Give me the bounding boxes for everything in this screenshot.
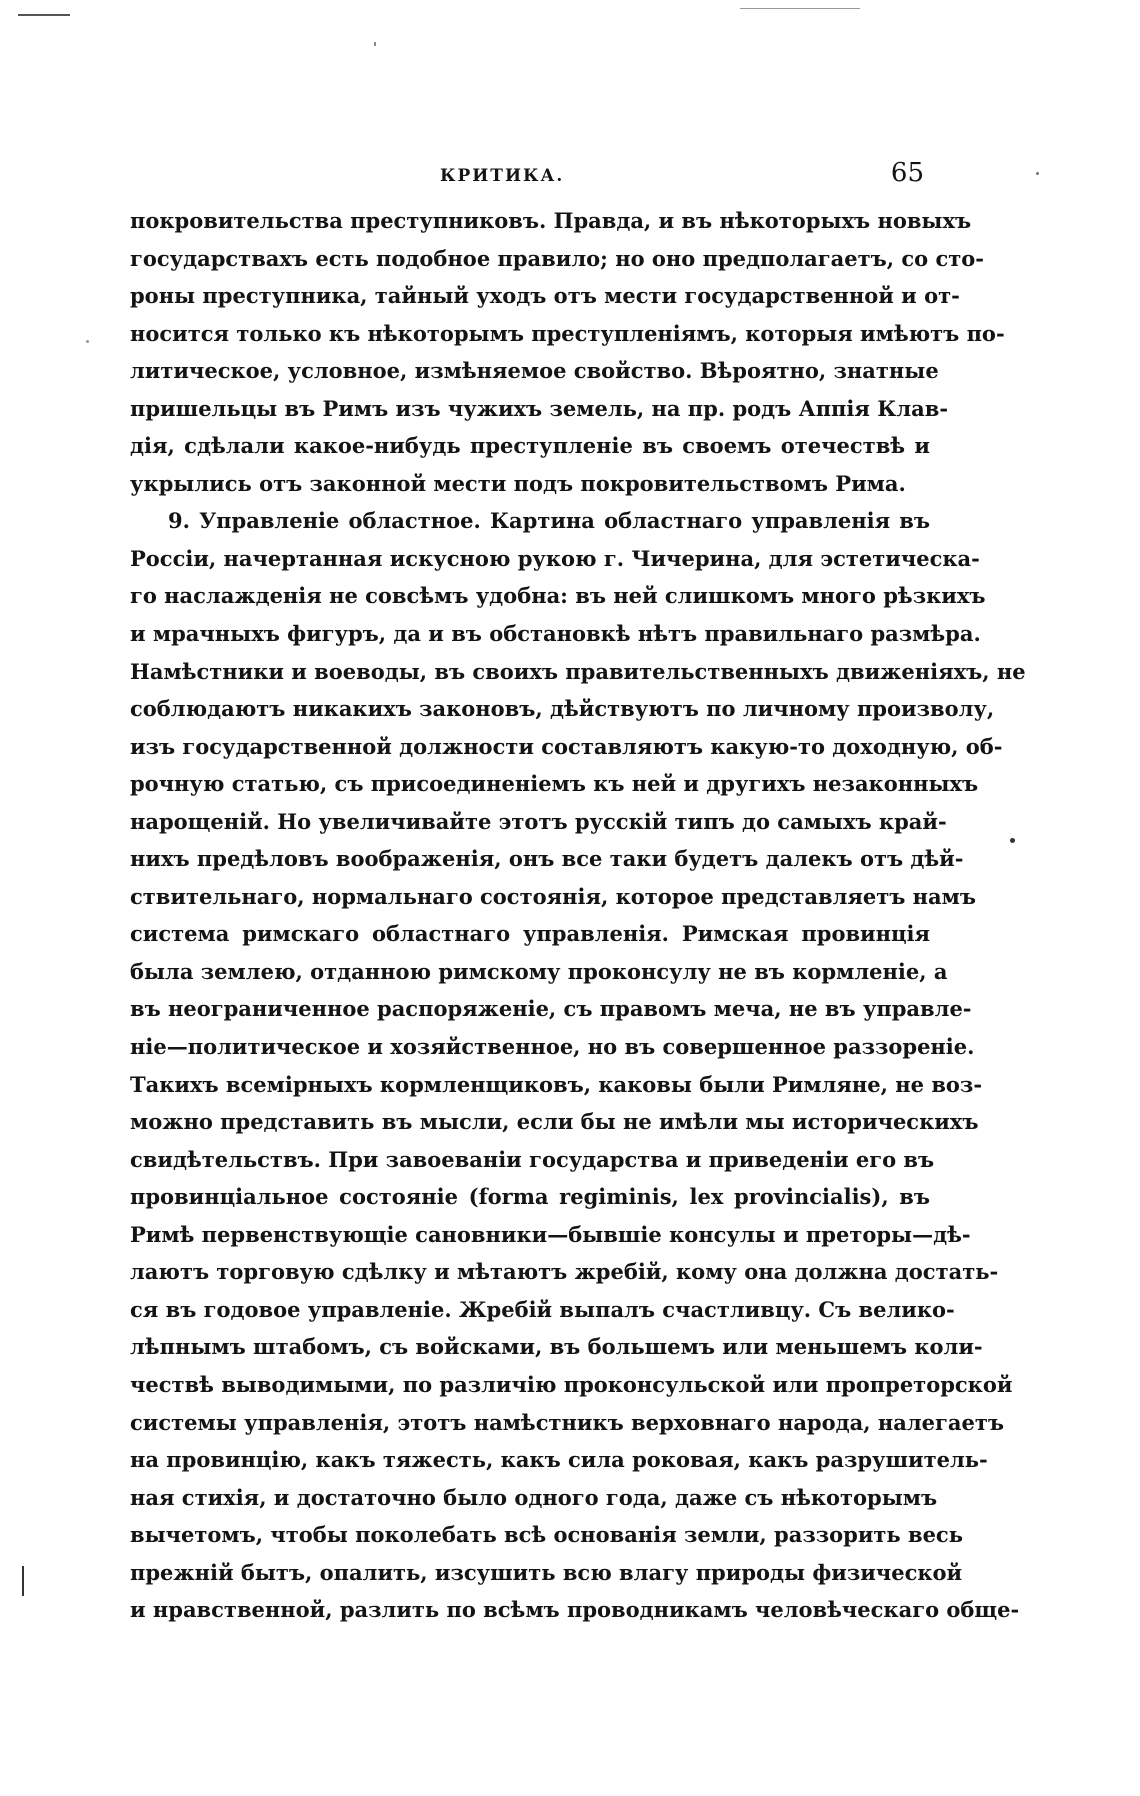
text-line: Римѣ первенствующіе сановники—бывшіе консулы и преторы—дѣ-	[130, 1221, 971, 1247]
page-number: 65	[890, 158, 924, 188]
text-line: вычетомъ, чтобы поколебать всѣ основанія земли, раззорить весь	[130, 1522, 963, 1548]
scan-mark-right-dot	[1010, 838, 1015, 843]
text-line: лаютъ торговую сдѣлку и мѣтаютъ жребій, кому она должна достать-	[130, 1259, 999, 1285]
text-line: въ неограниченное распоряженіе, съ правомъ меча, не въ управле-	[130, 996, 972, 1022]
text-line: соблюдаютъ никакихъ законовъ, дѣйствуютъ по личному произволу,	[130, 696, 995, 722]
scan-mark-right-speck	[1036, 172, 1039, 175]
scan-mark-left-bar	[22, 1566, 24, 1596]
text-line: пришельцы въ Римъ изъ чужихъ земель, на пр. родъ Аппія Клав-	[130, 395, 949, 421]
text-line: ся въ годовое управленіе. Жребій выпалъ счастливцу. Съ велико-	[130, 1296, 955, 1322]
text-line: изъ государственной должности составляютъ какую-то доходную, об-	[130, 733, 1003, 759]
text-line: провинціальное состояніе (forma regiminis, lex provincialis), въ	[130, 1184, 930, 1210]
text-line: Такихъ всемірныхъ кормленщиковъ, каковы были Римляне, не воз-	[130, 1071, 983, 1097]
text-line: дія, сдѣлали какое-нибудь преступленіе въ своемъ отечествѣ и	[130, 433, 930, 459]
text-line: литическое, условное, измѣняемое свойство. Вѣроятно, знатные	[130, 358, 939, 384]
scan-mark-top-right	[740, 8, 860, 9]
text-line: можно представить въ мысли, если бы не имѣли мы историческихъ	[130, 1109, 979, 1135]
text-line: и нравственной, разлить по всѣмъ проводникамъ человѣческаго обще-	[130, 1597, 1020, 1623]
text-line: системы управленія, этотъ намѣстникъ верховнаго народа, налегаетъ	[130, 1409, 1004, 1435]
text-line: ная стихія, и достаточно было одного года, даже съ нѣкоторымъ	[130, 1484, 938, 1510]
text-line: нарощеній. Но увеличивайте этотъ русскій типъ до самыхъ край-	[130, 808, 947, 834]
text-line: лѣпнымъ штабомъ, съ войсками, въ большемъ или меньшемъ коли-	[130, 1334, 983, 1360]
text-line: Россіи, начертанная искусною рукою г. Чичерина, для эстетическа-	[130, 545, 980, 571]
scan-mark-left-speck	[86, 340, 89, 343]
text-line: роны преступника, тайный уходъ отъ мести государственной и от-	[130, 283, 960, 309]
page-header	[130, 158, 930, 198]
text-line: на провинцію, какъ тяжесть, какъ сила роковая, какъ разрушитель-	[130, 1447, 988, 1473]
text-line: рочную статью, съ присоединеніемъ къ ней и другихъ незаконныхъ	[130, 771, 979, 797]
text-line: го наслажденія не совсѣмъ удобна: въ ней слишкомъ много рѣзкихъ	[130, 583, 986, 609]
scan-mark-top-speck	[374, 42, 376, 46]
body-text	[130, 202, 1026, 1629]
text-line: и мрачныхъ фигуръ, да и въ обстановкѣ нѣтъ правильнаго размѣра.	[130, 621, 981, 647]
text-line: нихъ предѣловъ воображенія, онъ все таки будетъ далекъ отъ дѣй-	[130, 846, 964, 872]
text-line: покровительства преступниковъ. Правда, и въ нѣкоторыхъ новыхъ	[130, 208, 972, 233]
text-line: свидѣтельствъ. При завоеваніи государства и приведеніи его въ	[130, 1146, 935, 1172]
text-line: система римскаго областнаго управленія. Римская провинція	[130, 921, 930, 947]
text-line: ствительнаго, нормальнаго состоянія, которое представляетъ намъ	[130, 883, 977, 909]
text-line: была землею, отданною римскому проконсулу не въ кормленіе, а	[130, 958, 948, 984]
running-head: КРИТИКА.	[440, 166, 565, 186]
text-line: чествѣ выводимыми, по различію проконсульской или пропреторской	[130, 1371, 1013, 1397]
text-line: прежній бытъ, опалить, изсушить всю влагу природы физической	[130, 1559, 963, 1585]
text-line: носится только къ нѣкоторымъ преступленіямъ, которыя имѣютъ по-	[130, 320, 1005, 346]
text-line: укрылись отъ законной мести подъ покровительствомъ Рима.	[130, 470, 906, 496]
text-line: ніе—политическое и хозяйственное, но въ совершенное раззореніе.	[130, 1034, 975, 1060]
text-line: 9. Управленіе областное. Картина областнаго управленія въ	[168, 508, 930, 534]
scan-mark-top-left	[18, 14, 70, 16]
text-line: государствахъ есть подобное правило; но оно предполагаетъ, со сто-	[130, 245, 984, 271]
text-line: Намѣстники и воеводы, въ своихъ правительственныхъ движеніяхъ, не	[130, 658, 1026, 684]
